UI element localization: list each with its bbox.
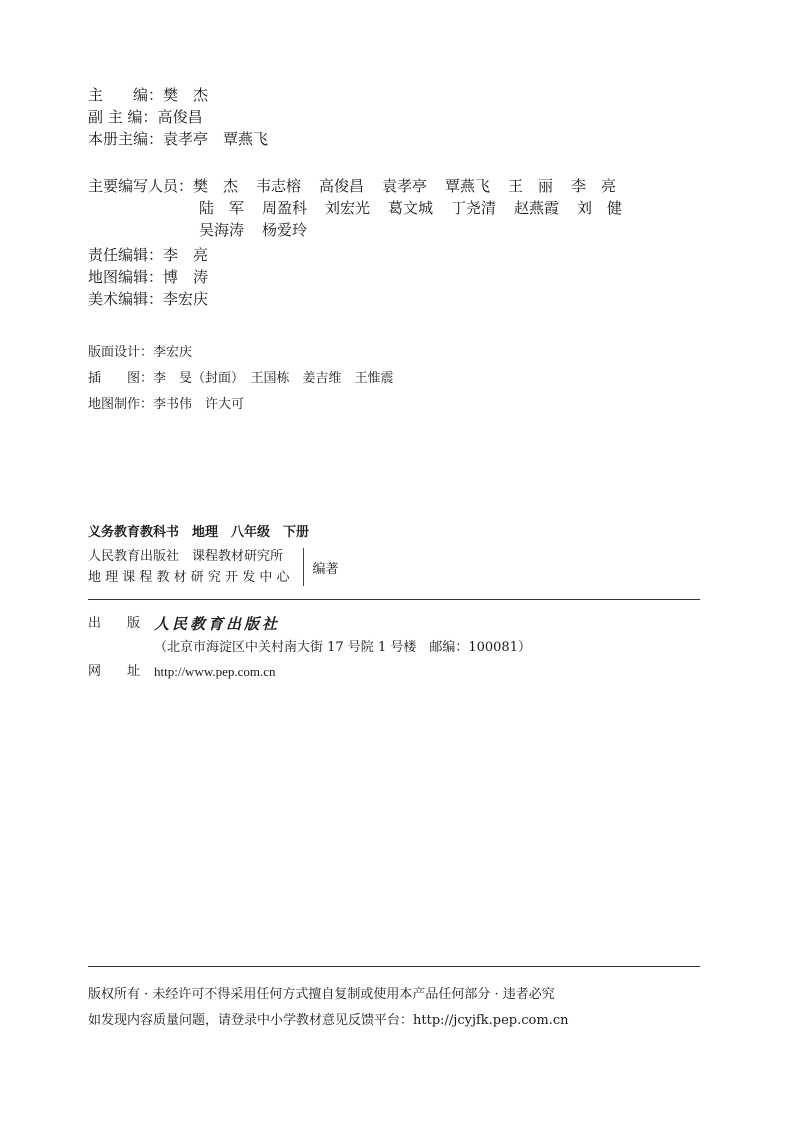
author-org-1: 人民教育出版社 课程教材研究所 xyxy=(88,549,284,564)
writer-name: 陆 军 xyxy=(199,199,245,217)
illustration-line: 插 图 ： 李 旻（封面） 王国栋 姜吉维 王惟震 xyxy=(88,366,394,392)
copyright-notice: 版权所有 · 未经许可不得采用任何方式擅自复制或使用本产品任何部分 · 违者必究 xyxy=(88,987,555,1002)
brace-divider xyxy=(293,548,304,586)
writer-name: 刘 健 xyxy=(577,199,623,217)
map-making-value: 李书伟 许大可 xyxy=(153,397,245,412)
publisher-row xyxy=(88,612,531,636)
map-editor-line: 地图编辑 ： 博 涛 xyxy=(88,268,209,286)
copyright-footer xyxy=(88,982,568,1034)
writer-name: 袁孝亭 xyxy=(382,177,428,195)
website-label: 网 址 xyxy=(88,664,141,679)
writers-line-1: 主要编写人员 ： 樊 杰 韦志榕 高俊昌 袁孝亭 覃燕飞 王 丽 李 亮 xyxy=(88,175,640,197)
layout-design-value: 李宏庆 xyxy=(153,345,193,360)
writer-name: 王 丽 xyxy=(508,177,554,195)
design-block xyxy=(88,340,394,418)
writers-line-3 xyxy=(88,219,640,241)
feedback-notice: 如发现内容质量问题，请登录中小学教材意见反馈平台：http://jcyjfk.pep.com.cn xyxy=(88,1013,569,1028)
writer-name: 丁尧清 xyxy=(451,199,497,217)
art-editor-line: 美术编辑 ： 李宏庆 xyxy=(88,290,209,308)
author-org-2: 地 理 课 程 教 材 研 究 开 发 中 心 xyxy=(88,570,290,585)
writer-name: 杨爱玲 xyxy=(262,221,308,239)
authoring-group xyxy=(88,546,338,588)
layout-design-line: 版面设计 ： 李宏庆 xyxy=(88,340,394,366)
publisher-logo: 人民教育出版社 xyxy=(154,615,281,633)
art-editor-value: 李宏庆 xyxy=(163,290,209,308)
writer-name: 葛文城 xyxy=(388,199,434,217)
publisher-info xyxy=(88,612,531,684)
writer-name: 刘宏光 xyxy=(325,199,371,217)
responsible-editor-line: 责任编辑 ： 李 亮 xyxy=(88,246,209,264)
divider-top xyxy=(88,599,700,600)
deputy-editor-label: 副 主 编 xyxy=(88,108,143,126)
map-making-label: 地图制作 xyxy=(88,397,141,412)
writers-line-2 xyxy=(88,197,640,219)
volume-editor-line: 本册主编 ： 袁孝亭 覃燕飞 xyxy=(88,130,269,148)
illustration-label: 插 图 xyxy=(88,371,141,386)
address-row xyxy=(88,636,531,660)
chief-editor-label: 主 编 xyxy=(88,86,149,104)
volume-editor-label: 本册主编 xyxy=(88,130,149,148)
deputy-editor-value: 高俊昌 xyxy=(157,108,203,126)
chief-editor-value: 樊 杰 xyxy=(163,86,209,104)
publisher-address: （北京市海淀区中关村南大街 17 号院 1 号楼 邮编：100081） xyxy=(154,640,531,655)
writer-name: 李 亮 xyxy=(571,177,617,195)
divider-bottom xyxy=(88,966,700,967)
staff-block xyxy=(88,244,208,310)
volume-editor-value: 袁孝亭 覃燕飞 xyxy=(163,130,269,148)
writers-label: 主要编写人员 xyxy=(88,177,179,195)
illustration-value: 李 旻（封面） 王国栋 姜吉维 王惟震 xyxy=(153,371,394,386)
book-info xyxy=(88,522,338,588)
writer-name: 覃燕飞 xyxy=(445,177,491,195)
art-editor-label: 美术编辑 xyxy=(88,290,149,308)
layout-design-label: 版面设计 xyxy=(88,345,141,360)
map-editor-label: 地图编辑 xyxy=(88,268,149,286)
book-title: 义务教育教科书 地理 八年级 下册 xyxy=(88,525,310,540)
deputy-editor-line: 副 主 编 ： 高俊昌 xyxy=(88,108,203,126)
website-row xyxy=(88,660,531,684)
responsible-editor-label: 责任编辑 xyxy=(88,246,149,264)
writer-name: 吴海涛 xyxy=(199,221,245,239)
map-making-line: 地图制作 ： 李书伟 许大可 xyxy=(88,392,394,418)
writers-block xyxy=(88,175,640,241)
editors-block xyxy=(88,84,268,150)
writer-name: 高俊昌 xyxy=(319,177,365,195)
author-role: 编著 xyxy=(312,561,339,577)
chief-editor-line: 主 编 ： 樊 杰 xyxy=(88,86,209,104)
writer-name: 韦志榕 xyxy=(256,177,302,195)
writer-name: 赵燕霞 xyxy=(514,199,560,217)
map-editor-value: 博 涛 xyxy=(163,268,209,286)
writer-name: 樊 杰 xyxy=(193,177,239,195)
publisher-label: 出 版 xyxy=(88,616,141,631)
website-link[interactable]: http://www.pep.com.cn xyxy=(154,664,276,679)
writer-name: 周盈科 xyxy=(262,199,308,217)
responsible-editor-value: 李 亮 xyxy=(163,246,209,264)
